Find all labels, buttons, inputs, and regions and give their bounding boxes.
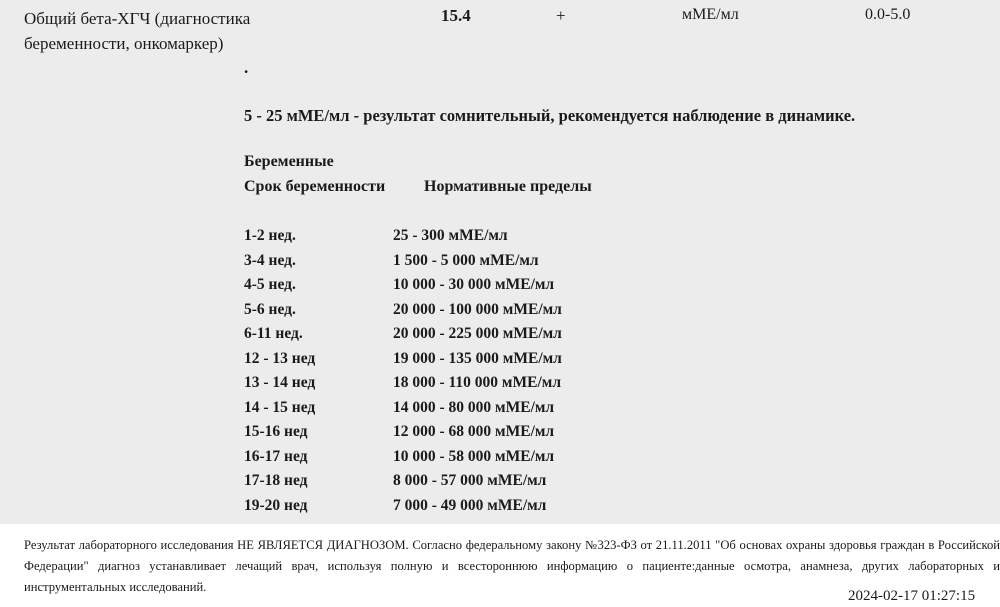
column-header-term: Срок беременности [244,178,386,195]
range-cell: 10 000 - 58 000 мМЕ/мл [393,447,555,465]
range-cell: 12 000 - 68 000 мМЕ/мл [393,423,555,440]
reference-range: 0.0-5.0 [865,6,911,23]
doubtful-range-note: 5 - 25 мМЕ/мл - результат сомнительный, рекомендуется наблюдение в динамике. [244,106,856,125]
legal-disclaimer: Результат лабораторного исследования НЕ ЯВЛЯЕТСЯ ДИАГНОЗОМ. Согласно федеральному закону №323-ФЗ от 21.11.2011 "Об основах охраны здоровья граждан в Российской Федерации" диагноз устанавливает лечащий врач, используя полную и всестороннюю информацию о пациенте:данные осмотра, анамнеза, других лабораторных и инструментальных исследований. [24,538,1000,594]
term-cell: 14 - 15 нед [244,398,316,416]
pregnancy-section-title: Беременные [244,153,334,170]
range-cell: 18 000 - 110 000 мМЕ/мл [393,374,562,391]
column-header-range: Нормативные пределы [424,178,592,195]
range-cell: 8 000 - 57 000 мМЕ/мл [393,472,547,489]
range-cell: 7 000 - 49 000 мМЕ/мл [393,496,547,514]
term-cell: 17-18 нед [244,472,308,489]
range-cell: 14 000 - 80 000 мМЕ/мл [393,398,555,416]
test-unit: мМЕ/мл [682,6,739,23]
term-cell: 15-16 нед [244,423,308,440]
comment-dot: . [244,58,249,77]
term-cell: 3-4 нед. [244,251,296,269]
range-cell: 20 000 - 100 000 мМЕ/мл [393,300,562,318]
test-value: 15.4 [441,6,471,25]
term-cell: 6-11 нед. [244,325,303,342]
range-cell: 1 500 - 5 000 мМЕ/мл [393,251,539,269]
term-cell: 5-6 нед. [244,300,296,318]
range-cell: 20 000 - 225 000 мМЕ/мл [393,325,562,342]
term-cell: 16-17 нед [244,447,308,465]
range-cell: 25 - 300 мМЕ/мл [393,227,508,244]
term-cell: 13 - 14 нед [244,374,316,391]
range-cell: 19 000 - 135 000 мМЕ/мл [393,349,562,367]
test-name: Общий бета-ХГЧ (диагностика беременности, онкомаркер) [24,9,251,53]
abnormal-flag: + [556,6,566,25]
term-cell: 1-2 нед. [244,227,296,244]
term-cell: 4-5 нед. [244,276,296,293]
range-cell: 10 000 - 30 000 мМЕ/мл [393,276,555,293]
print-timestamp: 2024-02-17 01:27:15 [848,588,976,604]
term-cell: 19-20 нед [244,496,308,514]
term-cell: 12 - 13 нед [244,349,316,367]
